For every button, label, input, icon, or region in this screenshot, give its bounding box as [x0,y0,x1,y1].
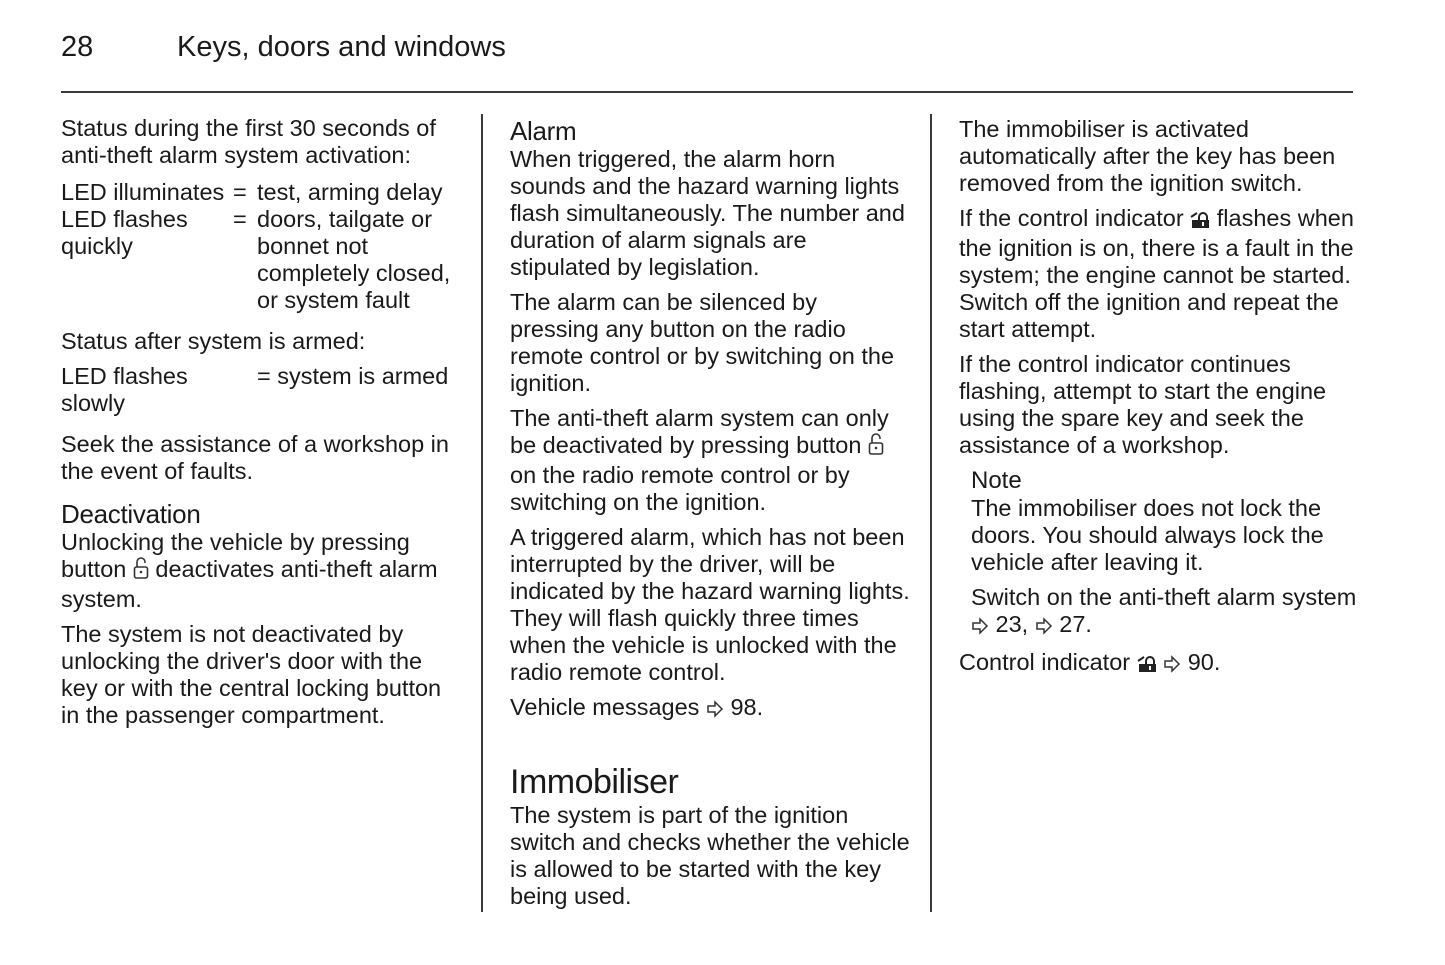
control-indicator-fault-text [959,205,1359,343]
text-span: The anti-theft alarm system can only be deactivated by pressing button [510,405,889,458]
alarm-paragraph-1: When triggered, the alarm horn sounds and the hazard warning lights flash simultaneously. The number and duration of alarm signals are stipulated by legislation. [510,146,905,280]
deactivation-paragraph-1 [61,529,461,613]
cross-reference-arrow-icon [1163,652,1181,679]
immobiliser-heading: Immobiliser [510,763,679,801]
armed-intro: Status after system is armed: [61,328,366,354]
status-key: LED flashes slowly [61,363,188,416]
page-number: 28 [61,31,94,63]
status-key: LED illuminates [61,179,225,205]
equals-sign: = [233,206,247,232]
page-reference-link[interactable]: 98. [730,694,764,720]
status-table-activation [61,179,461,314]
status-key: LED flashes quickly [61,206,188,259]
immobiliser-lock-icon [1190,208,1210,235]
page-reference-link[interactable]: 27. [1059,611,1092,637]
status-value: doors, tailgate or bonnet not completely closed, or system fault [257,206,451,313]
column-divider-1 [481,114,483,912]
text-span: Vehicle messages [510,694,700,720]
unlock-padlock-icon [868,432,884,462]
text-span: If the control indicator [959,205,1184,231]
alarm-heading: Alarm [510,116,577,146]
immobiliser-paragraph-1: The system is part of the ignition switch and checks whether the vehicle is allowed to be started with the key being used. [510,802,910,909]
deactivation-paragraph-2: The system is not deactivated by unlocking the driver's door with the key or with the central locking button in the passenger compartment. [61,621,442,728]
equals-sign: = [233,179,247,205]
immobiliser-lock-icon [1137,652,1157,679]
header-divider [61,91,1353,93]
text-span: Control indicator [959,649,1131,675]
immobiliser-activation-text: The immobiliser is activated automatically after the key has been removed from the ignition switch. [959,116,1336,196]
control-indicator-reference [959,649,1359,679]
text-span: Unlocking the vehicle by pressing button [61,529,410,582]
status-value: test, arming delay [257,179,443,205]
note-box [971,467,1359,641]
column-2 [510,116,910,918]
text-span: flashes when the ignition is on, there is a fault in the system; the engine cannot be started. Switch off the ignition and repeat the start attempt. [959,205,1354,342]
page-title: Keys, doors and windows [177,31,506,63]
status-value: = system is armed [257,363,449,389]
cross-reference-arrow-icon [706,697,724,724]
unlock-padlock-icon [133,556,149,586]
column-3 [959,116,1359,687]
cross-reference-arrow-icon [1035,614,1053,641]
alarm-paragraph-4: A triggered alarm, which has not been interrupted by the driver, will be indicated by the hazard warning lights. They will flash quickly three times when the vehicle is unlocked with the radio remote control. [510,524,910,685]
column-divider-2 [930,114,932,912]
column-1 [61,115,461,737]
vehicle-messages-reference [510,694,910,724]
continues-flashing-text: If the control indicator continues flashing, attempt to start the engine using the spare key and seek the assistance of a workshop. [959,351,1327,458]
page-reference-link[interactable]: 90. [1187,649,1221,675]
deactivation-heading: Deactivation [61,499,201,529]
alarm-paragraph-2: The alarm can be silenced by pressing any button on the radio remote control or by switching on the ignition. [510,289,895,396]
note-paragraph-2 [971,584,1359,641]
note-paragraph-1: The immobiliser does not lock the doors. You should always lock the vehicle after leaving it. [971,495,1324,575]
text-span: on the radio remote control or by switching on the ignition. [510,462,850,515]
faults-text: Seek the assistance of a workshop in the event of faults. [61,431,449,484]
page-reference-link[interactable]: 23, [995,611,1029,637]
alarm-paragraph-3 [510,405,910,516]
cross-reference-arrow-icon [971,614,989,641]
text-span: Switch on the anti-theft alarm system [971,584,1357,610]
note-title: Note [971,467,1022,494]
text-span: deactivates anti-theft alarm system. [61,556,438,612]
status-intro: Status during the first 30 seconds of anti-theft alarm system activation: [61,115,436,168]
status-table-armed [61,363,461,417]
